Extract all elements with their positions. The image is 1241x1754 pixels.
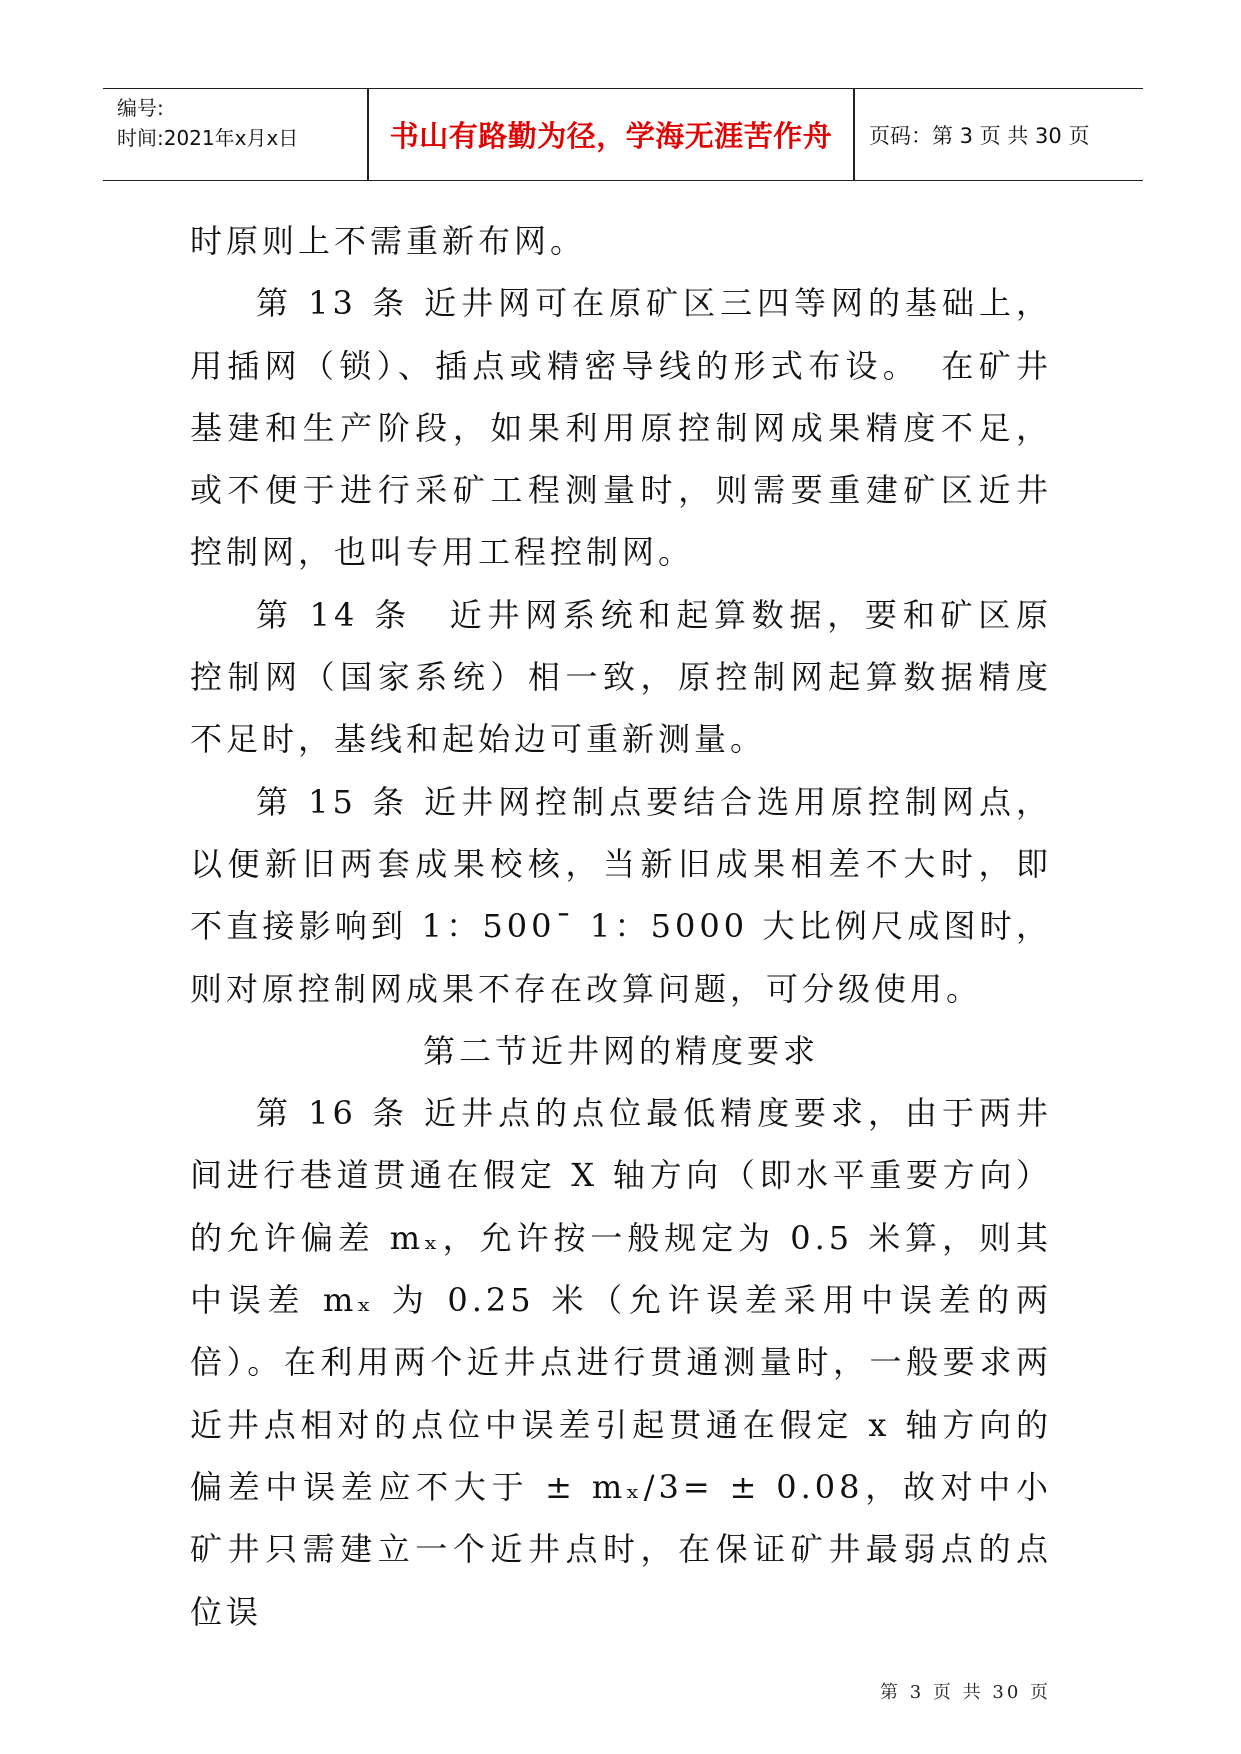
- article-14-paragraph: 第 14 条 近井网系统和起算数据，要和矿区原控制网（国家系统）相一致，原控制网起算数据精度不足时，基线和起始边可重新测量。: [190, 595, 1052, 759]
- document-body: [190, 210, 1052, 1643]
- article-13-paragraph: 第 13 条 近井网可在原矿区三四等网的基础上，用插网（锁）、插点或精密导线的形式布设。 在矿井基建和生产阶段，如果利用原控制网成果精度不足，或不便于进行采矿工程测量时，则需要重建矿区近井控制网，也叫专用工程控制网。: [190, 284, 1052, 572]
- page-header: [103, 88, 1143, 181]
- header-divider: [853, 89, 855, 180]
- header-page-info: 页码：第 3 页 共 30 页: [869, 123, 1090, 148]
- header-motto: 书山有路勤为径，学海无涯苦作舟: [389, 119, 833, 153]
- page-footer: 第 3 页 共 30 页: [880, 1682, 1051, 1703]
- section-heading: 第二节近井网的精度要求: [422, 1031, 819, 1070]
- body-paragraph: 时原则上不需重新布网。: [190, 222, 587, 260]
- document-number-label: 编号:: [117, 96, 164, 120]
- article-16-paragraph: 第 16 条 近井点的点位最低精度要求，由于两井间进行巷道贯通在假定 X 轴方向（即水平重要方向）的允许偏差 mₓ，允许按一般规定为 0.5 米算，则其中误差 mₓ 为 0.25 米（允许误差采用中误差的两倍）。在利用两个近井点进行贯通测量时，一般要求两近井点相对的点位中误差引起贯通在假定 x 轴方向的偏差中误差应不大于 ± mₓ/3= ± 0.08，故对中小矿井只需建立一个近井点时，在保证矿井最弱点的点位误: [190, 1094, 1052, 1631]
- article-15-paragraph: 第 15 条 近井网控制点要结合选用原控制网点，以便新旧两套成果校核，当新旧成果相差不大时，即不直接影响到 1：500ˉ 1：5000 大比例尺成图时，则对原控制网成果不存在改算问题，可分级使用。: [190, 782, 1052, 1008]
- header-meta: [117, 93, 298, 153]
- document-time-label: 时间:2021年x月x日: [117, 126, 299, 150]
